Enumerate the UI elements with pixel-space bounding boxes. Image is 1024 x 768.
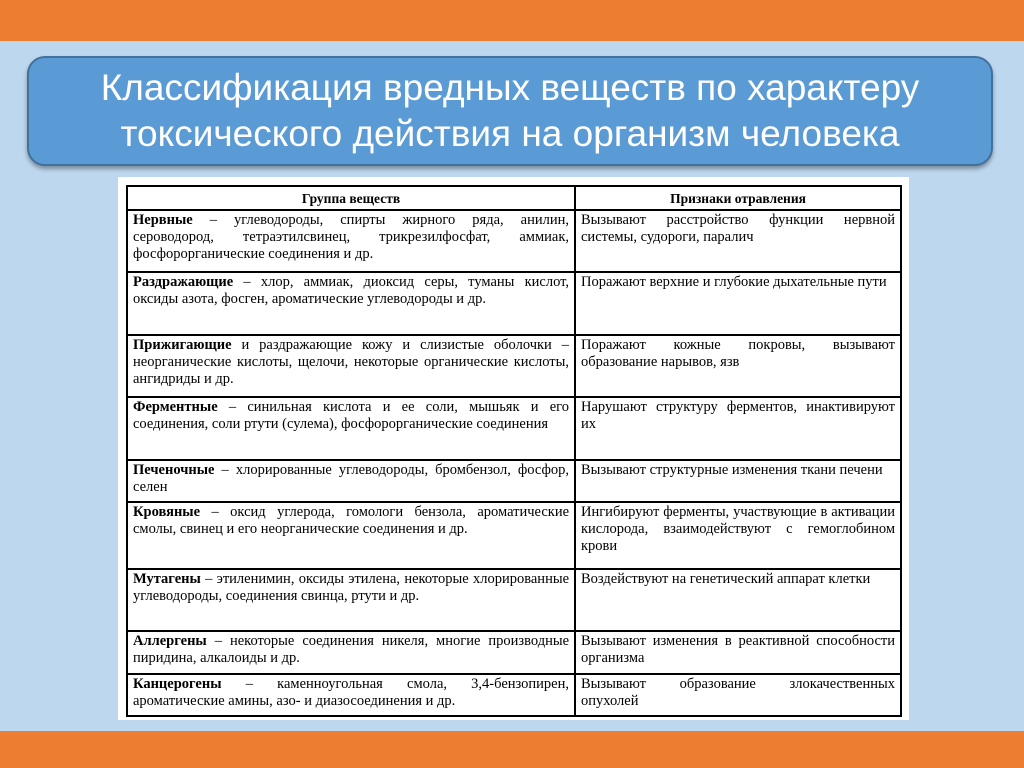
table-row	[127, 502, 901, 569]
group-text: углеводороды, спирты жирного ряда, анилин, сероводород, тетраэтилсвинец, трикрезилфосфат, аммиак, фосфорорганические соединения и др.	[133, 212, 569, 262]
signs-cell: Нарушают структуру ферментов, инактивируют их	[575, 397, 901, 459]
group-cell	[127, 335, 575, 397]
group-text: хлорированные углеводороды, бромбензол, фосфор, селен	[133, 461, 570, 495]
group-name: Аллергены	[133, 633, 207, 650]
table-row	[127, 460, 901, 502]
title-box	[27, 56, 993, 166]
table-header-row	[127, 186, 901, 210]
group-separator: –	[192, 212, 235, 228]
header-group: Группа веществ	[127, 186, 575, 210]
group-separator: –	[206, 633, 230, 650]
top-accent-bar	[0, 0, 1024, 41]
group-cell	[127, 460, 575, 502]
table-row	[127, 569, 901, 631]
group-cell	[127, 272, 575, 334]
group-cell	[127, 631, 575, 673]
group-cell	[127, 569, 575, 631]
group-text: синильная кислота и ее соли, мышьяк и его соединения, соли ртути (сулема), фосфорорганические соединения	[133, 399, 570, 433]
group-name: Ферментные	[133, 399, 218, 416]
slide-title: Классификация вредных веществ по характеру токсического действия на организм человека	[100, 67, 920, 154]
group-separator: –	[233, 274, 261, 291]
signs-cell: Воздействуют на генетический аппарат клетки	[575, 569, 901, 631]
group-name: Печеночные	[133, 461, 215, 478]
table-row	[127, 335, 901, 397]
signs-cell: Ингибируют ферменты, участвующие в активации кислорода, взаимодействуют с гемоглобином крови	[575, 502, 901, 569]
group-name: Мутагены	[133, 570, 201, 587]
group-text: и раздражающие кожу и слизистые оболочки – неорганические кислоты, щелочи, некоторые органические кислоты, ангидриды и др.	[133, 336, 569, 387]
group-separator: –	[217, 399, 248, 416]
group-separator: –	[200, 504, 231, 521]
group-name: Канцерогены	[133, 675, 222, 692]
group-separator	[232, 337, 242, 353]
group-separator: –	[221, 675, 278, 692]
group-text: этиленимин, оксиды этилена, некоторые хлорированные углеводороды, соединения свинца, ртути и др.	[133, 570, 570, 604]
signs-cell: Вызывают образование злокачественных опухолей	[575, 674, 901, 716]
bottom-accent-bar	[0, 731, 1024, 768]
group-cell	[127, 397, 575, 459]
table-row	[127, 674, 901, 716]
group-cell	[127, 210, 575, 272]
group-name: Прижигающие	[133, 336, 232, 353]
classification-table	[126, 185, 902, 717]
group-text: хлор, аммиак, диоксид серы, туманы кислот, оксиды азота, фосген, ароматические углеводороды и др.	[133, 274, 570, 308]
group-text: каменноугольная смола, 3,4-бензопирен, ароматические амины, азо- и диазосоединения и др.	[133, 675, 569, 709]
table-row	[127, 272, 901, 334]
signs-cell: Вызывают структурные изменения ткани печени	[575, 460, 901, 502]
signs-cell: Вызывают расстройство функции нервной системы, судороги, паралич	[575, 210, 901, 272]
group-cell	[127, 502, 575, 569]
table-row	[127, 397, 901, 459]
table-row	[127, 210, 901, 272]
signs-cell: Вызывают изменения в реактивной способности организма	[575, 631, 901, 673]
table-row	[127, 631, 901, 673]
group-name: Кровяные	[133, 504, 201, 521]
table-container	[118, 177, 909, 720]
header-signs: Признаки отравления	[575, 186, 901, 210]
signs-cell: Поражают кожные покровы, вызывают образование нарывов, язв	[575, 335, 901, 397]
signs-cell: Поражают верхние и глубокие дыхательные пути	[575, 272, 901, 334]
group-text: некоторые соединения никеля, многие производные пиридина, алкалоиды и др.	[133, 633, 570, 667]
group-text: оксид углерода, гомологи бензола, ароматические смолы, свинец и его неорганические соединения и др.	[133, 504, 570, 538]
group-separator: –	[200, 570, 217, 587]
group-cell	[127, 674, 575, 716]
group-name: Нервные	[133, 212, 193, 228]
group-separator: –	[214, 461, 236, 478]
group-name: Раздражающие	[133, 274, 234, 291]
